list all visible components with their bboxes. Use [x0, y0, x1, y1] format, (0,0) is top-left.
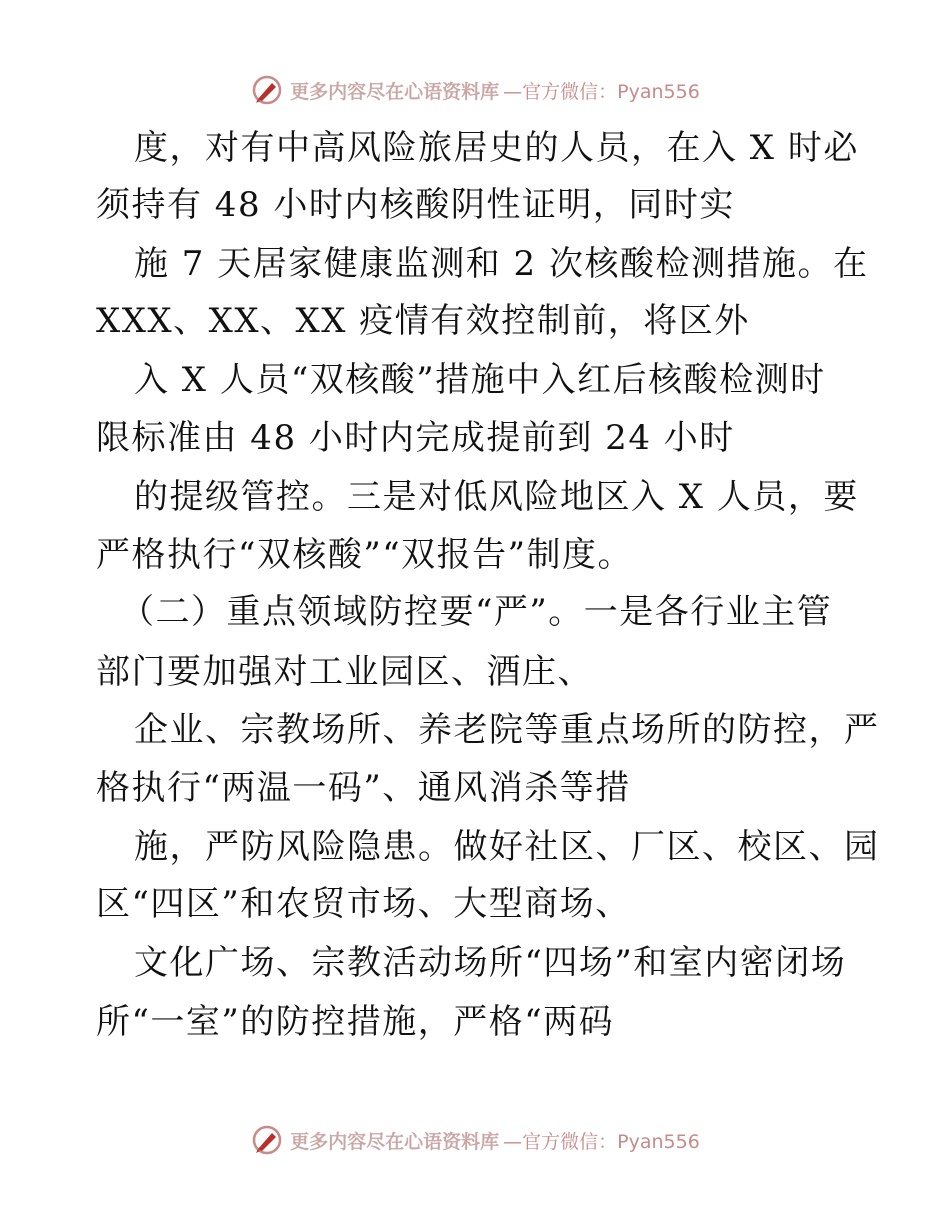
body-line: 严格执行“双核酸”“双报告”制度。	[96, 535, 634, 575]
body-line: 限标准由 48 小时内完成提前到 24 小时	[96, 418, 735, 458]
watermark-sub-text: —官方微信：Pyan556	[503, 80, 700, 103]
watermark-main-text: 更多内容尽在心语资料库	[290, 80, 500, 103]
watermark-main-text: 更多内容尽在心语资料库	[290, 1130, 500, 1153]
body-line: 企业、宗教场所、养老院等重点场所的防控，严	[134, 710, 880, 750]
watermark-sub-text: —官方微信：Pyan556	[503, 1130, 700, 1153]
body-line: 所“一室”的防控措施，严格“两码	[96, 1002, 615, 1042]
body-line: 入 X 人员“双核酸”措施中入红后核酸检测时	[134, 360, 826, 400]
body-line: （二）重点领域防控要“严”。一是各行业主管	[120, 592, 833, 632]
body-line: 的提级管控。三是对低风险地区入 X 人员，要	[134, 477, 859, 517]
body-line: 区“四区”和农贸市场、大型商场、	[96, 884, 631, 924]
body-line: 施，严防风险隐患。做好社区、厂区、校区、园	[134, 827, 880, 867]
body-line: 文化广场、宗教活动场所“四场”和室内密闭场	[134, 943, 847, 983]
pen-logo-icon	[250, 73, 284, 107]
body-line: 格执行“两温一码”、通风消杀等措	[96, 768, 631, 808]
header-watermark	[0, 70, 950, 110]
body-line: 须持有 48 小时内核酸阴性证明，同时实	[96, 185, 735, 225]
body-line: 施 7 天居家健康监测和 2 次核酸检测措施。在	[134, 244, 869, 284]
body-line: XXX、XX、XX 疫情有效控制前，将区外	[96, 301, 750, 341]
body-line: 度，对有中高风险旅居史的人员，在入 X 时必	[134, 128, 859, 168]
footer-watermark	[0, 1120, 950, 1160]
body-line: 部门要加强对工业园区、酒庄、	[96, 652, 593, 692]
pen-logo-icon	[250, 1123, 284, 1157]
